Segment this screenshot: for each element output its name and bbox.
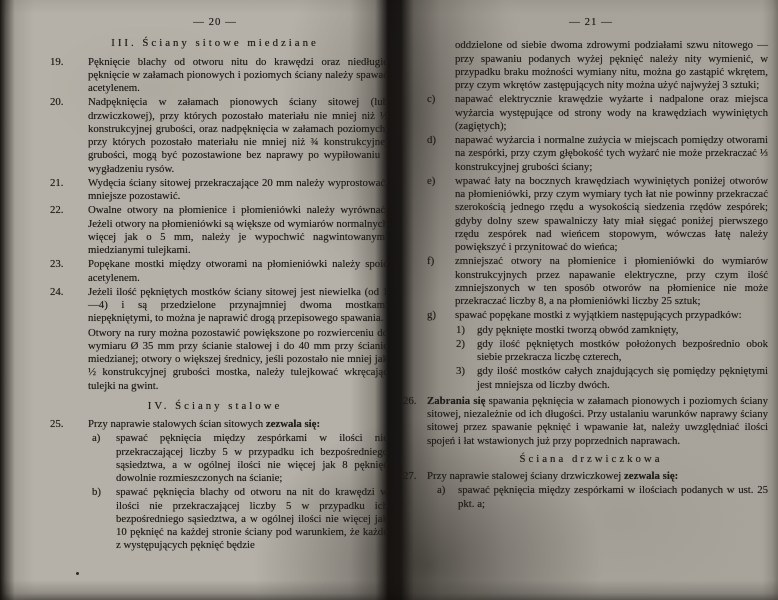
sub-item-label: e) [427, 174, 436, 187]
item-number: 25. [50, 418, 64, 430]
page-number-left: — 20 — [193, 16, 237, 28]
nested-item-text: gdy pęknięte mostki tworzą obwód zamknięty, [477, 323, 679, 336]
nested-item-label: 2) [456, 337, 465, 350]
item-text: Pęknięcie blachy od otworu nitu do krawędzi oraz niedługie pęknięcie w załamach pionowych i poziomych ściany należy spawać acetylenem. [88, 55, 388, 94]
item-number: 20. [50, 96, 64, 109]
list-item-26 [403, 394, 768, 448]
item-text-bold: zezwala się: [623, 470, 679, 482]
sub-item-label: a) [92, 432, 101, 445]
sub-item-label: f) [427, 255, 435, 268]
sub-item-label: c) [427, 93, 436, 106]
sub-item-text: spawać pęknięcia między zespórkami w ilości nie przekraczającej liczby 5 w przypadku ich bezpośredniego sąsiedztwa, a w ogólnej ilości nie więcej jak 8 pęknięć dowolnie rozmieszczonych na ścianie; [116, 432, 388, 484]
item-text-lead: Przy naprawie stalowych ścian sitowych [88, 418, 266, 430]
item-text: Popękane mostki między otworami na płomieniówki należy spoić acetylenem. [88, 258, 388, 284]
sub-item-25a [42, 432, 388, 485]
list-item-19 [42, 56, 388, 96]
sub-item-25f [414, 255, 768, 308]
item-text-lead: Przy naprawie stalowej ściany drzwiczkowej [427, 470, 624, 482]
item-text-bold: zezwala się: [265, 418, 321, 430]
list-item-22 [42, 204, 388, 257]
list-item-23 [42, 258, 388, 285]
item-text-bold: Zabrania się [427, 394, 486, 407]
sub-item-text: spawać popękane mostki z wyjątkiem następujących przypadków: [455, 309, 742, 322]
list-item-25 [42, 418, 388, 431]
list-item-21 [42, 177, 388, 204]
list-item-20 [42, 96, 388, 176]
sub-item-label: b) [92, 486, 101, 499]
item-number: 21. [50, 176, 64, 189]
sub-item-label: a) [437, 484, 446, 497]
item-number: 26. [403, 394, 417, 407]
nested-item-text: gdy ilość pękniętych mostków położonych bezpośrednio obok siebie przekracza liczbę czterech, [477, 337, 768, 363]
sub-item-25b [42, 486, 388, 552]
page-number-right: — 21 — [569, 16, 613, 28]
section-heading-iii: III. Ściany sitowe miedziane [111, 37, 319, 50]
item-number: 23. [50, 258, 64, 271]
item-text: Owalne otwory na płomienice i płomieniówki należy wyrównać. Jeżeli otwory na płomieniówki są większe od wymiarów normalnych więcej jak o 5 mm, należy je wypochwić nagwintowanymi miedzianymi tulejkami. [88, 204, 388, 256]
sub-item-25c [414, 93, 768, 133]
item-text: Jeżeli ilość pękniętych mostków ściany sitowej jest niewielka (od 1—4) i są przedzielone przynajmniej dwoma mostkami niepękniętymi, to można je naprawić drogą przepisowego spawania. [88, 285, 388, 325]
page-left [42, 14, 388, 554]
page-right [403, 14, 768, 512]
section-heading-iv: IV. Ściany stalowe [147, 399, 283, 412]
list-item-24-continuation [42, 327, 388, 393]
sub-item-25d [414, 134, 768, 174]
item-text: Nadpęknięcia w załamach pionowych ściany sitowej (lub drzwiczkowej), przy których pozostało materiału nie mniej niż ½ konstrukcyjnej grubości, oraz nadpęknięcia w załamach poziomych, przy których pozostało materiału nie mniej niż ¾ konstrukcyjnej grubości, mogą być pozostawione bez naprawy po wypiłowaniu i wygładzeniu rysów. [88, 96, 388, 175]
ink-speck [76, 572, 79, 575]
nested-item-text: gdy ilość mostków całych znajdujących się pomiędzy pękniętymi jest mniejsza od liczby dwóch. [477, 365, 768, 391]
sub-item-text: spawać pęknięcia między zespórkami w ilościach podanych w ust. 25 pkt. a; [458, 484, 768, 510]
sub-item-label: g) [427, 309, 436, 322]
item-number: 19. [50, 55, 64, 68]
item-text: Otwory na rury można pozostawić powiększone po rozwierceniu do wymiaru Ø 35 mm przy ścianie stalowej i do 40 mm przy ścianie miedzianej; otwory o większej średnicy, jeśli pozostało nie mniej jak ½ konstrukcyjnej grubości mostka, należy tulejkować wkręcając tulejki na gwint. [88, 326, 388, 392]
nested-item-label: 3) [456, 365, 465, 378]
nested-item-g3 [414, 365, 768, 392]
item-number: 24. [50, 285, 64, 298]
nested-item-g1 [414, 324, 768, 337]
item-text: Wydęcia ściany sitowej przekraczające 20 mm należy wyprostować, mniejsze pozostawić. [88, 176, 388, 202]
sub-item-text: wpawać łaty na bocznych krawędziach wywiniętych poniżej otworów na płomieniówki, przy czym wymiary tych łat nie powinny przekraczać szerokością jednego rzędu a wysokością siedzenia rzędów zespórek; gdyby dolny szew spawalniczy łaty miał sięgać poniżej pierwszego rzędu zespórek nad wieńcem stopowym, wówczas łatę należy powiększyć i przynitować do wieńca; [455, 174, 768, 253]
sub-item-text: spawać pęknięcia blachy od otworu na nit do krawędzi w ilości nie przekraczającej liczby 5 w przypadku ich bezpośredniego sąsiedztwa, a w ogólnej ilości nie więcej jak 10 pęknięć na każdej stronie ściany pod warunkiem, że każde z występujących pęknięć będzie [116, 486, 388, 552]
list-item-24 [42, 286, 388, 326]
item-number: 22. [50, 204, 64, 217]
sub-item-text: napawać elektrycznie krawędzie wyżarte i nadpalone oraz miejsca wyżarcia występujące od strony wody na krawędziach wywiniętych (zagiętych); [455, 93, 768, 132]
item-number: 27. [403, 470, 417, 482]
sub-item-27a [414, 484, 768, 511]
sub-item-text: napawać wyżarcia i normalne zużycia w miejscach pomiędzy otworami na zespórki, przy czym głębokość tych wyżarć nie może przekraczać ⅓ konstrukcyjnej grubości ściany; [455, 134, 768, 173]
sub-item-label: d) [427, 134, 436, 146]
sub-item-25g [414, 309, 768, 322]
section-heading-sciana-drzwiczkowa: Ściana drzwiczkowa [519, 452, 663, 465]
item-25b-continuation: oddzielone od siebie dwoma zdrowymi podziałami szwu nitowego — przy spawaniu podanych wyżej pęknięć należy nity wymienić, w przypadku braku możności wymiany nitu, można go zastąpić wkrętem, przy czym wkrętów zastępujących nity można użyć najwyżej 3 sztuki; [455, 39, 768, 91]
list-item-27 [403, 470, 768, 483]
sub-item-text: zmniejszać otwory na płomienice i płomieniówki do wymiarów konstrukcyjnych przez napawanie elektryczne, przy czym ilość zmniejszonych w ten sposób otworów na płomienice nie może przekraczać liczby 8, a na płomieniówki liczby 25 sztuk; [455, 255, 768, 307]
item-text: spawania pęknięcia w załamach pionowych i poziomych ściany sitowej, niezależnie od ich długości. Przy ustalaniu warunków naprawy ściany sitowej przez spawanie pęknięć i wpawanie łat, należy uwzględniać ilości spojeń i łat wstawionych już przy poprzednich naprawach. [427, 394, 768, 447]
nested-item-g2 [414, 338, 768, 365]
sub-item-25e [414, 175, 768, 255]
nested-item-label: 1) [456, 323, 465, 336]
